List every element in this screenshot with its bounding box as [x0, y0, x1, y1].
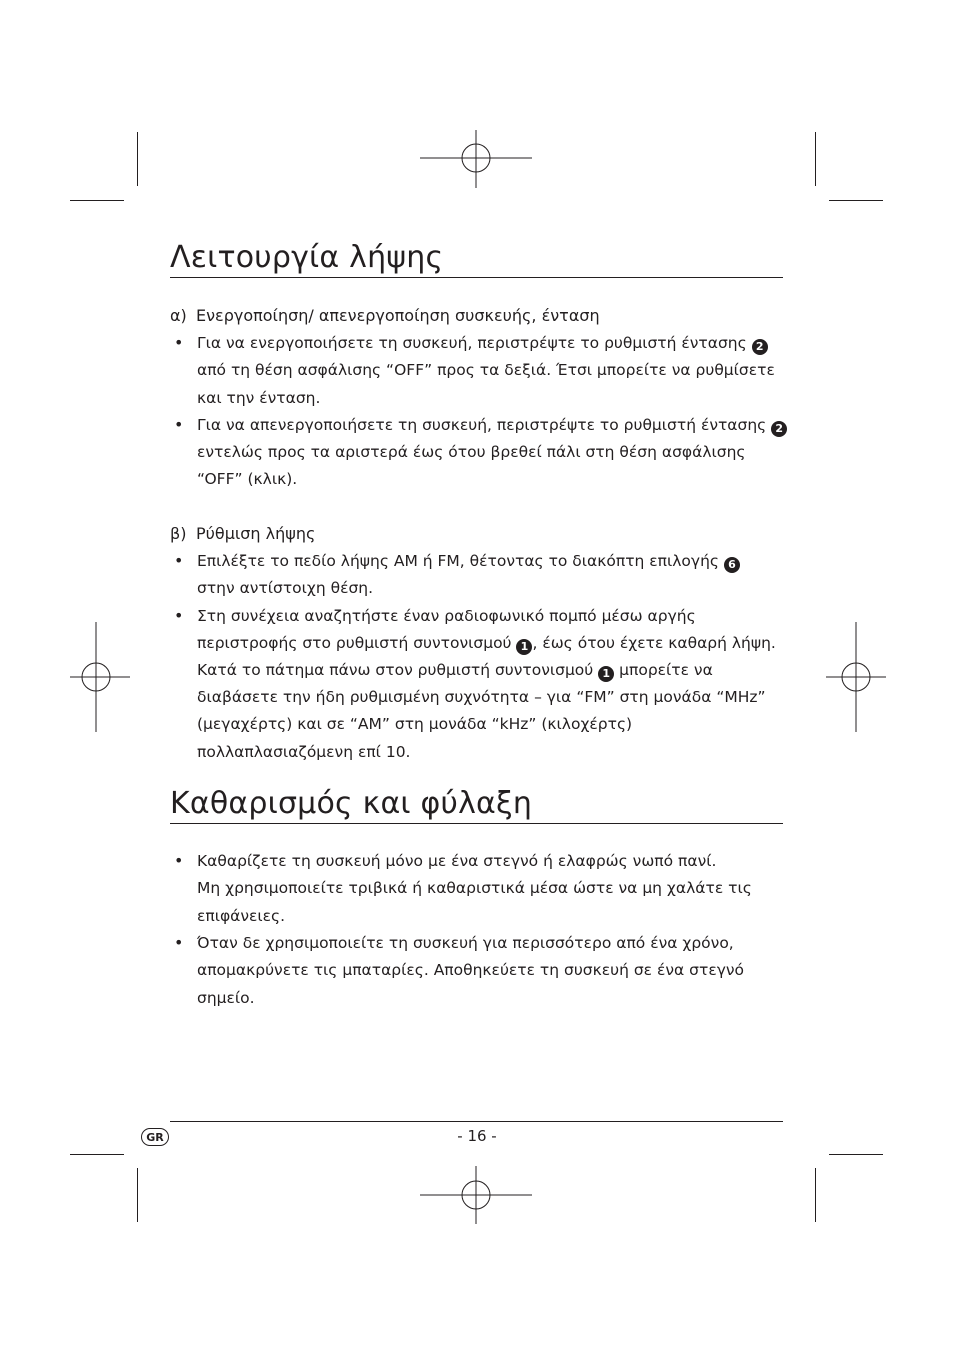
bullet: • [174, 551, 184, 570]
crop-mark-bl-v [137, 1168, 138, 1222]
crop-mark-tl-h [70, 200, 124, 201]
registration-mark-top [420, 130, 532, 188]
text-line: από τη θέση ασφάλισης “OFF” προς τα δεξιά. Έτσι μπορείτε να ρυθμίσετε [197, 361, 775, 379]
bullet: • [174, 933, 184, 952]
subheading-a-text: Ενεργοποίηση/ απενεργοποίηση συσκευής, ένταση [196, 306, 600, 325]
text-span: Για να απενεργοποιήσετε τη συσκευή, περιστρέψτε το ρυθμιστή έντασης [197, 416, 767, 434]
crop-mark-br-h [829, 1154, 883, 1155]
text-line: απομακρύνετε τις μπαταρίες. Αποθηκεύετε τη συσκευή σε ένα στεγνό [197, 961, 745, 979]
part-number-badge: 1 [516, 639, 532, 655]
text-span: Επιλέξτε το πεδίο λήψης AM ή FM, θέτοντας το διακόπτη επιλογής [197, 552, 719, 570]
text-span: μπορείτε να [619, 661, 713, 679]
crop-mark-bl-h [70, 1154, 124, 1155]
text-span: περιστροφής στο ρυθμιστή συντονισμού [197, 634, 512, 652]
crop-mark-tr-h [829, 200, 883, 201]
subheading-b-label: β) [170, 524, 187, 543]
crop-mark-tr-v [815, 132, 816, 186]
title-rule [170, 277, 783, 278]
text-line: Καθαρίζετε τη συσκευή μόνο με ένα στεγνό ή ελαφρώς νωπό πανί. [197, 852, 717, 870]
text-line: στην αντίστοιχη θέση. [197, 579, 374, 597]
text-line [197, 415, 787, 437]
text-line: Όταν δε χρησιμοποιείτε τη συσκευή για περισσότερο από ένα χρόνο, [197, 934, 734, 952]
text-line: διαβάσετε την ήδη ρυθμισμένη συχνότητα – για “FM” στη μονάδα “MHz” [197, 688, 766, 706]
part-number-badge: 2 [752, 339, 768, 355]
text-span: , έως ότου έχετε καθαρή λήψη. [532, 634, 776, 652]
part-number-badge: 1 [598, 666, 614, 682]
text-line: και την ένταση. [197, 389, 321, 407]
section-title-reception: Λειτουργία λήψης [170, 240, 444, 275]
text-line [197, 660, 713, 682]
part-number-badge: 2 [771, 421, 787, 437]
subheading-b [170, 524, 315, 544]
title-rule [170, 823, 783, 824]
text-line: (μεγαχέρτς) και σε “AM” στη μονάδα “kHz” (κιλοχέρτς) [197, 715, 633, 733]
text-span: Για να ενεργοποιήσετε τη συσκευή, περιστρέψτε το ρυθμιστή έντασης [197, 334, 747, 352]
registration-mark-right [826, 622, 886, 732]
bullet: • [174, 333, 184, 352]
bullet: • [174, 851, 184, 870]
text-line: σημείο. [197, 989, 255, 1007]
text-line: “OFF” (κλικ). [197, 470, 298, 488]
registration-mark-bottom [420, 1166, 532, 1224]
text-line [197, 551, 740, 573]
registration-mark-left [70, 622, 130, 732]
footer-rule [170, 1121, 783, 1122]
bullet: • [174, 606, 184, 625]
text-line: πολλαπλασιαζόμενη επί 10. [197, 743, 411, 761]
subheading-a-label: α) [170, 306, 187, 325]
text-span: Κατά το πάτημα πάνω στον ρυθμιστή συντονισμού [197, 661, 594, 679]
language-badge: GR [141, 1128, 169, 1146]
bullet: • [174, 415, 184, 434]
section-title-cleaning: Καθαρισμός και φύλαξη [170, 786, 533, 821]
subheading-b-text: Ρύθμιση λήψης [196, 524, 316, 543]
text-line: εντελώς προς τα αριστερά έως ότου βρεθεί πάλι στη θέση ασφάλισης [197, 443, 746, 461]
text-line [197, 633, 776, 655]
crop-mark-br-v [815, 1168, 816, 1222]
crop-mark-tl-v [137, 132, 138, 186]
text-line: Μη χρησιμοποιείτε τριβικά ή καθαριστικά μέσα ώστε να μη χαλάτε τις [197, 879, 752, 897]
text-line [197, 333, 768, 355]
text-line: επιφάνειες. [197, 907, 286, 925]
text-line: Στη συνέχεια αναζητήστε έναν ραδιοφωνικό πομπό μέσω αργής [197, 607, 696, 625]
part-number-badge: 6 [724, 557, 740, 573]
subheading-a [170, 306, 600, 326]
page-number: - 16 - [457, 1127, 497, 1145]
